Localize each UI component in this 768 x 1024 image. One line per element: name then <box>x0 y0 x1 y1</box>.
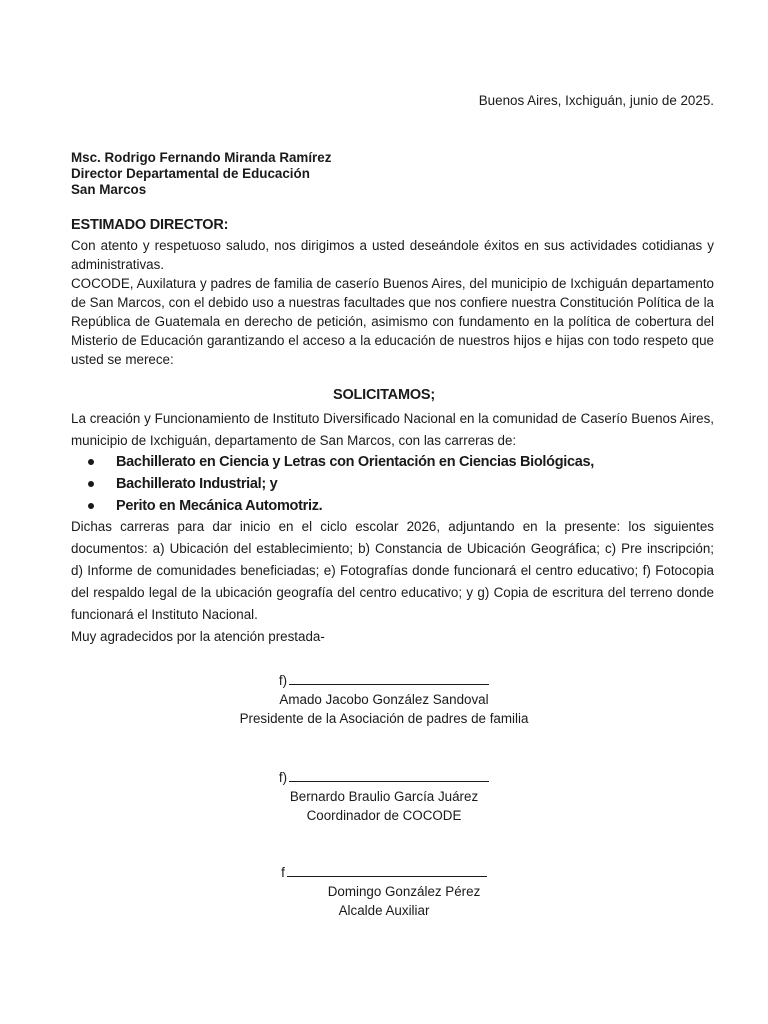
date-line: Buenos Aires, Ixchiguán, junio de 2025. <box>478 93 714 108</box>
signature-line <box>0 863 768 882</box>
request-heading: SOLICITAMOS; <box>332 387 436 403</box>
career-label: Bachillerato en Ciencia y Letras con Orientación en Ciencias Biológicas, <box>116 454 595 470</box>
signature-underline <box>289 769 489 782</box>
closing-line: Muy agradecidos por la atención prestada- <box>71 629 325 644</box>
signer-name: Bernardo Braulio García Juárez <box>289 789 479 804</box>
signature-prefix: f) <box>278 673 288 688</box>
intro-paragraph: Con atento y respetuoso saludo, nos dirigimos a usted deseándole éxitos en sus actividades cotidianas y administrativas. <box>71 238 714 272</box>
signature-block <box>0 671 768 728</box>
list-item <box>88 451 594 473</box>
list-item <box>88 473 594 495</box>
bullet-icon <box>88 481 94 487</box>
signer-name: Amado Jacobo González Sandoval <box>279 692 489 707</box>
documents-paragraph: Dichas carreras para dar inicio en el ciclo escolar 2026, adjuntando en la presente: los siguientes documentos: a) Ubicación del establecimiento; b) Constancia de Ubicación Geográfica; c) Pre inscripción; d) Informe de comunidades beneficiadas; e) Fotografías donde funcionará el centro educativo; f) Fotocopia del respaldo legal de la ubicación geografía del centro educativo; y g) Copia de escritura del terreno donde funcionará el Instituto Nacional. <box>71 519 714 622</box>
signature-line <box>0 671 768 690</box>
signer-name: Domingo González Pérez <box>327 884 481 899</box>
career-label: Bachillerato Industrial; y <box>116 476 278 492</box>
bullet-icon <box>88 459 94 465</box>
careers-list <box>88 451 594 517</box>
signature-underline <box>287 864 487 877</box>
signature-block <box>0 863 768 920</box>
context-paragraph: COCODE, Auxilatura y padres de familia de caserío Buenos Aires, del municipio de Ixchiguán departamento de San Marcos, con el debido uso a nuestras facultades que nos confiere nuestra Constitución Política de la República de Guatemala en derecho de petición, asimismo con fundamento en la política de cobertura del Misterio de Educación garantizando el acceso a la educación de nuestros hijos e hijas con todo respeto que usted se merece: <box>71 276 714 367</box>
recipient-name: Msc. Rodrigo Fernando Miranda Ramírez <box>71 150 332 165</box>
recipient-location: San Marcos <box>71 182 147 197</box>
bullet-icon <box>88 503 94 509</box>
request-paragraph: La creación y Funcionamiento de Instituto Diversificado Nacional en la comunidad de Caserío Buenos Aires, municipio de Ixchiguán, departamento de San Marcos, con las carreras de: <box>71 411 714 448</box>
signature-block <box>0 768 768 825</box>
recipient-block <box>71 150 331 198</box>
recipient-position: Director Departamental de Educación <box>71 166 310 181</box>
signature-underline <box>289 672 489 685</box>
career-label: Perito en Mecánica Automotriz. <box>116 498 323 514</box>
salutation: ESTIMADO DIRECTOR: <box>71 217 229 233</box>
list-item <box>88 495 594 517</box>
intro-block <box>71 236 714 369</box>
signature-prefix: f <box>281 865 285 880</box>
signer-role: Alcalde Auxiliar <box>338 903 430 918</box>
signer-role: Coordinador de COCODE <box>306 808 462 823</box>
documents-block <box>71 516 714 648</box>
signer-role: Presidente de la Asociación de padres de familia <box>239 711 529 726</box>
signature-line <box>0 768 768 787</box>
signature-prefix: f) <box>278 770 288 785</box>
